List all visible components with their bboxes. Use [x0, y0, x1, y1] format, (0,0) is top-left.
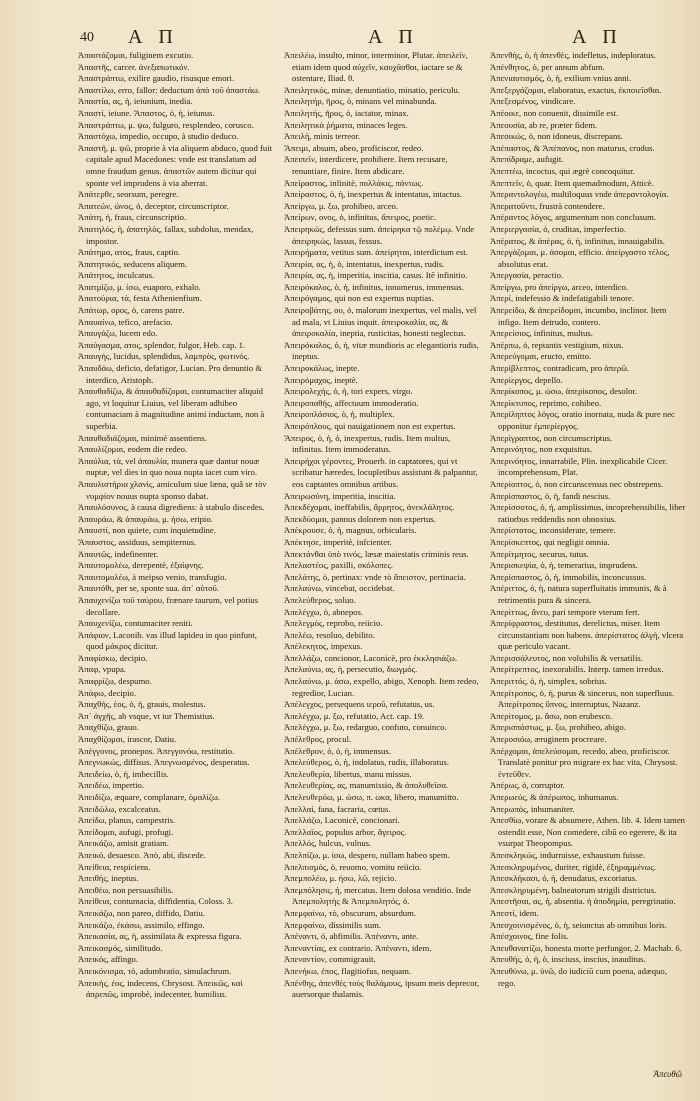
dictionary-entry: Ἀπερίσπαστος, ὁ, ἡ, fandi nescius.	[490, 490, 611, 501]
running-headword-right: Α Π	[572, 26, 623, 48]
dictionary-entry: Ἀπελλάζω, Laconicè, concionari.	[284, 815, 400, 826]
dictionary-entry: Ἀπειρόπλους, qui nauigationem non est expertus.	[284, 421, 456, 431]
dictionary-entry: Ἀπαυαίνω, tefico, arefacio.	[78, 316, 173, 327]
dictionary-entry: Ἀπέσχοινος, fine folis.	[490, 931, 569, 942]
dictionary-entry: Ἀπελέγχω, μ. ξω, refutatio, Act. cap. 19.	[284, 710, 425, 721]
dictionary-entry: Ἀπερίγραπτος, non circumscriptus.	[490, 432, 613, 443]
dictionary-entry: Ἀπειροπλάσιος, ὁ, ἡ, multiplex.	[284, 409, 395, 420]
dictionary-entry: Ἀπελαύνω, ας, ἡ, persecutio, διωγμός.	[284, 664, 418, 675]
dictionary-entry: Ἀπειρολεχής, ὁ, ἡ, tori expers, virgo.	[284, 386, 413, 397]
dictionary-entry: Ἀπεικό, desuesco. Ἀπὸ, abi, discede.	[78, 849, 206, 860]
dictionary-entry: Ἀπερινόητος, non exquisitus.	[490, 444, 593, 455]
dictionary-entry: Ἀπαστῆ, μ. ψῶ, proprie à via aliquem abduco, quod fuit capitale apud Macedones: vnde est translatum ad omne fraudum genus. ἀπαστῶν autem dicitur qui sponte vel imprudens à via aberrat.	[78, 142, 273, 188]
dictionary-entry: Ἀπελέγχω, ὁ, abnepos.	[284, 606, 364, 617]
dictionary-entry: Ἀπερίττως, ἄνευ, pari tempore vterum fert.	[490, 606, 640, 617]
column-middle	[284, 50, 480, 1090]
dictionary-entry: Ἀπαυράω, & ἀπαυράω, μ. ήσω, eripio.	[78, 513, 213, 524]
dictionary-entry: Ἀπεπτεῖν, ὁ, quar. Item quemadmodum, Atticè.	[490, 177, 654, 188]
dictionary-entry: Ἀπαύγασμα, ατος, splendor, fulgor, Heb. cap. 1.	[78, 339, 246, 350]
dictionary-entry: Ἀπερίοπτος, ὁ, non circunscensus nec obstrepens.	[490, 478, 664, 489]
page-header	[0, 26, 700, 48]
dictionary-entry: Ἀπέλεκητος, impexus.	[284, 641, 363, 652]
dictionary-entry: Ἀπεκδύομαι, pannus dolorem non expertus.	[284, 513, 436, 524]
dictionary-entry: Ἀπειθής, ineptus.	[78, 873, 139, 884]
dictionary-entry: Ἀπειλητήρ, ῆρος, ὁ, minans vel minabunda.	[284, 96, 437, 107]
dictionary-entry: Ἀπελαστέος, paxilli, σκόλοπες.	[284, 560, 393, 571]
dictionary-entry: Ἀπελπισμός, ὁ, reuomo, vomitu reiicio.	[284, 861, 422, 872]
dictionary-entry: Ἀπερίεργος, depello.	[490, 374, 563, 385]
dictionary-entry: Ἀπάφω, decipio.	[78, 687, 137, 698]
dictionary-entry: Ἀπέναντι, ὁ, abfimilis. Ἀπέναντι, ante.	[284, 931, 419, 942]
dictionary-entry: Ἀπατεών, ὠνος, ὁ, deceptor, circunscriptor.	[78, 200, 229, 211]
dictionary-entry: Ἀπερατοῦντι, frustrà contendere.	[490, 200, 605, 211]
dictionary-entry: Ἀπαυχενίζω τοῦ ταύρου, frænare taurum, vel potius decollare.	[78, 594, 259, 617]
dictionary-entry: Ἀπελευθερία, libertus, manu missus.	[284, 768, 412, 779]
dictionary-entry: Ἀπέγγονος, pronepos. Ἀπεγγονόω, restitutio.	[78, 745, 235, 756]
dictionary-entry: Ἀπερισπάστως, μ. ξω, prohibeo, abigo.	[490, 722, 626, 733]
dictionary-entry: Ἀπεμπόλησις, ἡ, mercatus. Item dolosa venditio. Inde Ἀπεμπολητὴς & Ἀπεμπολητός, ὁ.	[284, 884, 471, 907]
dictionary-entry: Ἀπενήκω, ἐπος, flagitiofus, nequam.	[284, 965, 412, 976]
dictionary-entry: Ἀπειλητικός, minæ, denuntiatio, minatio, periculu.	[284, 84, 461, 95]
dictionary-entry: Ἀπειρόμαχος, ineptè.	[284, 374, 358, 385]
running-headword-middle: Α Π	[368, 26, 419, 48]
dictionary-entry: Ἀπείθεια, respiciens.	[78, 861, 151, 872]
dictionary-entry: Ἀπεστῆσαι, ας, ἡ, absentia. ἡ ἀποδημία, peregrinatio.	[490, 896, 676, 907]
dictionary-entry: Ἀπειρία, ας, ἡ, imperitia, inscitia, casus. Itē infinitio.	[284, 270, 468, 281]
dictionary-entry: Ἀπαυγάζω, lucem edo.	[78, 328, 158, 339]
dictionary-entry: Ἀπεικάζω, ἐκάσω, assimilo, effingo.	[78, 919, 205, 930]
dictionary-entry: Ἀπεστί, idem.	[490, 907, 539, 918]
dictionary-entry: Ἀπεμφαίνω, τὸ, obscurum, absurdum.	[284, 907, 417, 918]
dictionary-entry: Ἀπελαύνω, vincebat, occidebat.	[284, 583, 395, 594]
text-columns	[78, 50, 686, 1090]
dictionary-entry: Ἀπεγνωκώς, diffisus. Ἀπεγνωσμένος, desperatus.	[78, 757, 250, 768]
dictionary-entry: Ἀπειρόκαλος, ὁ, ἡ, vitæ mundioris ac elegantioris rudis, ineptus.	[284, 339, 479, 362]
dictionary-entry: Ἀπειροπαθής, affectuum immoderatio.	[284, 397, 419, 408]
dictionary-entry: Ἀπείδομαι, aufugi, profugi.	[78, 826, 174, 837]
dictionary-entry: Ἀπαχθής, έος, ὁ, ἡ, grauis, molestus.	[78, 699, 206, 710]
dictionary-entry: Ἀπαυδάω, deficio, defatigor, Lucian. Pro denuntio & interdico, Aristoph.	[78, 363, 263, 385]
dictionary-entry: Ἀπειλητής, ῆρος, ὁ, iactator, minax.	[284, 107, 409, 118]
dictionary-entry: Ἀπάτητος, inculcatus.	[78, 270, 155, 281]
dictionary-entry: Ἀπαχθίζω, grauo.	[78, 722, 139, 733]
dictionary-entry: Ἀπατηλός, ἡ, ἀπατηλὸς, fallax, subdolus, mendax, impostor.	[78, 223, 254, 246]
dictionary-entry: Ἀπάφιον, Laconib. vas illud lapideu in quo pinfunt, quod μάκρος dicitur.	[78, 629, 257, 652]
dictionary-entry: Ἄπειρος, ὁ, ἡ, ὁ, inexpertus, rudis. Item multus, infinitus. Item immoderatus.	[284, 432, 451, 455]
dictionary-entry: Ἀπεικάζω, non pareo, diffido, Datiu.	[78, 907, 205, 918]
dictionary-entry: Ἀπενθής, ὁ, ἡ ἀπενθὲς, indefletus, indeploratus.	[490, 50, 656, 60]
column-right	[490, 50, 686, 1090]
dictionary-entry: Ἀπαστῆς, carcer. ἀνεξαπωτικόν.	[78, 61, 190, 72]
dictionary-entry: Ἀπαυθαδίζω, & ἀπαυθαδίζομαι, contumaciter aliquid ago, vt loquitur Liuius, vel liberam adhibeo contumaciam à magnitudine animi inductam, non à superbia.	[78, 386, 265, 431]
dictionary-entry: Ἀπαυλόσυνος, à causa digrediens: à stabulo discedes.	[78, 502, 265, 513]
dictionary-entry: Ἀπαστίλω, erro, fallor: deductum ἀπὸ τοῦ ἀπαστάω.	[78, 84, 261, 95]
dictionary-entry: Ἀπαστί, ieiune. Ἄπαστος, ὁ, ἡ, ieiunus.	[78, 107, 215, 118]
dictionary-entry: Ἀπειρία, ας, ἡ, ὁ, intentatus, inexpertus, rudis.	[284, 258, 445, 269]
dictionary-entry: Ἀπέλεθρος, procul.	[284, 734, 352, 745]
dictionary-entry: Ἀπείθεια, contumacia, diffidentia, Coloss. 3.	[78, 896, 233, 907]
catchword: Ἀπευθῶ	[653, 1069, 682, 1079]
dictionary-entry: Ἀπένθητος, ὁ, per annum abfum.	[490, 61, 605, 72]
dictionary-entry: Ἀπευθανατίζω, honesta morte perfungor, 2. Machab. 6.	[490, 942, 682, 953]
dictionary-entry: Ἀπατμίζω, μ. ίσω, euaporo, exhalo.	[78, 281, 201, 292]
dictionary-entry: Ἀπειρήματα, vetitus sum. ἀπείρηται, interdictum est.	[284, 247, 468, 258]
dictionary-entry: Ἀπειροκάλως, inepte.	[284, 363, 360, 374]
dictionary-entry: Ἀπερίτροπος, ὁ, ἡ, purus & sincerus, non superfluus. Ἀπερίτροπος ὕπνος, interruptus, Nazanz.	[490, 687, 675, 710]
dictionary-entry: Ἀπέλεγχος, persequens ιεροῦ, refutatus, us.	[284, 699, 435, 710]
dictionary-entry: Ἀπαστράπτω, exilire gaudio, risusque emori.	[78, 73, 235, 84]
dictionary-entry: Ἀπάτερθε, seorsum, peregre.	[78, 189, 179, 200]
dictionary-entry: Ἀπειλητικὰ ῥήματα, minaces leges.	[284, 119, 408, 130]
dictionary-entry: Ἀπατούρια, τὰ, festa Athenienfium.	[78, 293, 202, 304]
dictionary-entry: Ἀπεικός, affingo.	[78, 954, 139, 965]
dictionary-entry: Ἀπερισκεψία, ὁ, ἡ, temerarius, imprudens.	[490, 560, 638, 571]
dictionary-entry: Ἀπερίφραστος, destitutus, derelictus, miser. Item circunstantiam non habens. ἀπερίστατος ἀλγὴ, vlcera quæ periculo vacant.	[490, 618, 684, 652]
dictionary-entry: Ἀπευθής, ὁ, ἡ, ὁ, insciuss, inscius, inauditus.	[490, 954, 646, 965]
dictionary-entry: Ἀπερίκοπος, μ. ώσω, ἀπερίκοπος, desolor.	[490, 386, 638, 397]
dictionary-entry: Ἀπαφ, vpupa.	[78, 664, 126, 675]
dictionary-entry: Ἀπαύλια, τὰ, vel ἀπαυλία, munera quæ dantur nouæ nuptæ, vel dies in quo noua nupta iacet cum viro.	[78, 455, 260, 478]
dictionary-entry: Ἄπαυστος, assiduus, sempiternus.	[78, 536, 197, 547]
dictionary-entry: Ἀπάτημα, ατος, fraus, captio.	[78, 247, 181, 258]
dictionary-entry: Ἀπευθύνω, μ. ὑνῶ, do iudiciū cum poena, adæquo, rego.	[490, 965, 667, 988]
dictionary-entry: Ἀπερίκτυπος, reprimo, cohibeo.	[490, 397, 602, 408]
dictionary-entry: Ἀπατητικός, seducens aliquem.	[78, 258, 188, 269]
dictionary-entry: Ἀπαυτόθι, per se, sponte sua. ἀπ᾽ αὐτοῦ.	[78, 583, 219, 594]
column-left	[78, 50, 274, 1090]
dictionary-entry: Ἀπέρπω, ὁ, reptantis vestigium, nixus.	[490, 339, 624, 350]
dictionary-entry: Ἀπερίτρεπτος, inexorabilis. Interp. tamen irredux.	[490, 664, 664, 675]
dictionary-entry: Ἀπελεγμὸς, reprobo, reiicio.	[284, 618, 383, 629]
dictionary-entry: Ἀπεικασμός, similitudo.	[78, 942, 163, 953]
dictionary-entry: Ἀπερίσσοτος, ὁ, ἡ, amplissimus, incoprehensibilis, liber ratiorbus reddendis non obnoxius.	[490, 502, 686, 524]
dictionary-entry: Ἀπερεύγομαι, eructo, emitto.	[490, 351, 592, 362]
dictionary-entry: Ἀπερίτμητος, securus, tutus.	[490, 548, 589, 559]
dictionary-entry: Ἀπεπτέω, incoctus, qui ægrè concoquitur.	[490, 165, 635, 176]
dictionary-entry: Ἀπέκτησε, imperitè, infcienter.	[284, 536, 392, 547]
dictionary-entry: Ἀπειλὴ, minis terreor.	[284, 131, 361, 142]
dictionary-entry: Ἀπαυτῶς, indefinenter.	[78, 548, 159, 559]
dictionary-entry: Ἀπαυτομολέω, à meipso venio, transfugio.	[78, 571, 227, 582]
dictionary-entry: Ἀπεσκληρυμένος, duriter, rigidè, ἐξηραμμένως.	[490, 861, 656, 872]
dictionary-entry: Ἀπελλάζω, concionor, Laconicè, pro ἐκκλησιάζω.	[284, 652, 458, 663]
dictionary-entry: Ἀπεσθίω, vorare & absumere, Athen. lib. 4. Idem tamen ostendit esse, Non comedere, cibū eo egerere, & ita vsurpat Theopompus.	[490, 815, 686, 849]
dictionary-entry: Ἀπαυστί, non quiete, cum inquietudine.	[78, 525, 216, 536]
dictionary-entry: Ἀπερίβλεπτος, contradicam, pro ἀπερῶ.	[490, 363, 630, 374]
dictionary-entry: Ἀπέρως, ὁ, corruptor.	[490, 780, 565, 791]
dictionary-entry: Ἀπεουσία, ab re, præter fidem.	[490, 119, 598, 130]
dictionary-entry: Ἀπαφρίζω, despumo.	[78, 676, 152, 687]
dictionary-entry: Ἀπείργω, μ. ξω, prohibeo, arceo.	[284, 200, 399, 211]
dictionary-entry: Ἀπειλέω, insulto, minor, interminor, Plutar. ἀπειλεῖν, etiam idem quod αὐχεῖν, καυχᾶσθαι, iactare se & ostentare, Iliad. θ.	[284, 50, 468, 84]
dictionary-entry: Ἀπερίσπαστος, ὁ, ἡ, immobilis, inconcussus.	[490, 571, 647, 582]
dictionary-entry: Ἀπειρήχοι γέροντες, Prouerb. in captatores, qui vt scribatur hæredes, locupletibus assistunt & palpantur, eos captantes omnibus artibus.	[284, 455, 478, 489]
dictionary-entry: Ἄπειμι, absum, abeo, proficiscor, redeo.	[284, 142, 424, 153]
dictionary-entry: Ἀπεικόνισμα, τὸ, adumbratio, simulachrum.	[78, 965, 232, 976]
dictionary-entry: Ἀπαστάζομαι, fuliginem excutio.	[78, 50, 194, 60]
dictionary-entry: Ἀπελλαῖος, populus arbor, ἄγειρος.	[284, 826, 407, 837]
running-headword-left: Α Π	[128, 26, 179, 48]
dictionary-entry: Ἀπερείδω, & ἀπερείδομαι, incumbo, inclinor. Item infigo. Item detrudo, contero.	[490, 305, 667, 327]
dictionary-entry: Ἀπείραστος, ὁ, ἡ, inexpertus & intentatus, intactus.	[284, 189, 463, 200]
dictionary-entry: Ἀπεσχοινισμένος, ὁ, ἡ, seiunctus ab omnibus loris.	[490, 919, 667, 930]
dictionary-entry: Ἀπαυχενίζω, contumaciter reniti.	[78, 618, 193, 629]
dictionary-entry: Ἀπεναντίας, ex contrario. Ἀπέναντι, idem.	[284, 942, 432, 953]
dictionary-entry: Ἀπελλός, hulcus, vulnus.	[284, 838, 372, 849]
dictionary-entry: Ἀπερίληπτος λόγος, oratio inornata, nuda & pure nec opponitur ἐμπερίεργος.	[490, 409, 675, 431]
dictionary-entry: Ἀπέριττος, ὁ, ἡ, natura superfluitatis immunis, & à retrimentis pura & sincera.	[490, 583, 667, 605]
dictionary-entry: Ἀπελευθερόω, μ. ώσω, π. ωκα, libero, manumitto.	[284, 792, 459, 802]
dictionary-entry: Ἀπεργάζομαι, μ. άσομαι, efficio. ἀπείργαστο τέλος, absolutus erat.	[490, 247, 670, 269]
dictionary-entry: Ἀπείρων, ονος, ὁ, infinitus, ἄπειρος, poetic.	[284, 212, 437, 223]
dictionary-entry: Ἀπειρόκαλος, ὁ, ἡ, infinitus, innumerus, immensus.	[284, 281, 464, 292]
dictionary-entry: Ἀπερείσιος, infinitus, multus.	[490, 328, 593, 339]
dictionary-entry: Ἀπελεύθερος, ὁ, ἡ, indolatus, rudis, illaboratus.	[284, 757, 450, 768]
dictionary-entry: Ἀπέκρουσε, ὁ, ἡ, magnus, orbicularis.	[284, 525, 417, 536]
dictionary-entry: Ἀπεμφαίνω, dissimilis sum.	[284, 919, 381, 930]
dictionary-entry: Ἀπάτη, ἡ, fraus, circunscriptio.	[78, 212, 187, 223]
dictionary-entry: Ἀπέλεθρον, ὁ, ὁ, ἡ, immensus.	[284, 745, 391, 756]
dictionary-entry: Ἀπερί, indefessio & indefatigabili tenore.	[490, 293, 635, 304]
dictionary-entry: Ἀπείργω, pro ἀπείργω, arceo, interdico.	[490, 281, 628, 292]
dictionary-entry: Ἀπεικής, έος, indecens, Chrysost. Ἀπεικῶς, καὶ ἀπρεπῶς, improbè, indecenter, humilius.	[78, 977, 243, 1000]
dictionary-entry: Ἀπένθης, ἀπενθὲς τοὺς θαλάμους, ipsum meis deprecor, auersorque thalamis.	[284, 977, 480, 1000]
dictionary-entry: Ἀπειδείω, ὁ, ἡ, imbecillis.	[78, 768, 169, 779]
dictionary-entry: Ἀπεοικώς, ὁ, non idoneus, discrepans.	[490, 131, 623, 142]
dictionary-entry: Ἀπ᾽ ἀγχῆς, ab vsque, vt iur Themistius.	[78, 710, 215, 721]
dictionary-entry: Ἀπεραντολογέω, multiloquus vnde ἀπεραντολογία.	[490, 189, 669, 200]
dictionary-entry: Ἀπέοικε, non conuenit, dissimile est.	[490, 107, 619, 118]
dictionary-entry: Ἀπεικασία, ας, ἡ, assimilata & expressa figura.	[78, 931, 242, 942]
dictionary-entry: Ἀπεκδέχομαι, ineffabilis, ἄρρητος, ἀνεκλάλητος.	[284, 502, 455, 513]
dictionary-entry: Ἀπείραστος, infinitè, πολλάκις, πάντως.	[284, 177, 424, 188]
dictionary-entry: Ἀπελέγχω, μ. ξω, redarguo, confuto, conuinco.	[284, 722, 447, 733]
dictionary-entry: Ἀπεξεσμένος, vindicare.	[490, 96, 576, 107]
dictionary-entry: Ἀπειθέω, non persuasibilis.	[78, 884, 174, 895]
dictionary-entry: Ἀπέραντος λόγος, argumentum non conclusum.	[490, 212, 657, 223]
dictionary-entry: Ἀπέρατος, & ἀπέρας, ὁ, ἡ, infinitus, innauigabilis.	[490, 235, 665, 246]
dictionary-entry: Ἀπεριεργασία, ὁ, cruditas, imperfectio.	[490, 223, 627, 234]
dictionary-entry: Ἀπαυλίζομαι, eodem die redeo.	[78, 444, 188, 455]
page-number: 40	[80, 30, 94, 45]
dictionary-entry: Ἀπεκτάνθαι ὑπὸ τινός, læsæ maiestatis criminis reus.	[284, 548, 469, 559]
dictionary-entry: Ἀπεξεργάζομαι, elaboratus, exactus, ἐκποιεῖσθαι.	[490, 84, 662, 95]
dictionary-entry: Ἀπειδώλω, excalceatus.	[78, 803, 161, 814]
dictionary-entry: Ἀπελαύνω, μ. άσω, expello, abigo, Xenoph. Item redeo, regredior, Lucian.	[284, 676, 479, 698]
dictionary-entry: Ἀπεσκληρυμένη, balneatorum strigili districtus.	[490, 884, 657, 895]
dictionary-entry: Ἀπεσκληκώς, indurruisse, exhaustum fuisse.	[490, 849, 646, 860]
dictionary-entry: Ἀπενιαυτισμός, ὁ, ἡ, exilium vnius anni.	[490, 73, 632, 84]
dictionary-entry: Ἀπερίτομος, μ. ἄσω, non erubesco.	[490, 710, 613, 721]
dictionary-entry: Ἀπερίστατος, inconsiderate, temere.	[490, 525, 616, 536]
dictionary-entry: Ἀπαχθίζομαι, irascor, Datiu.	[78, 734, 177, 745]
dictionary-entry: Ἀπέπαστος, & Ἀπέπανος, non maturus, crudus.	[490, 142, 655, 153]
dictionary-entry: Ἀπειρηκώς, defessus sum. ἀπείρηκα τῷ πολέμῳ. Vnde ἀπειρηκὼς, lassus, fessus.	[284, 223, 475, 246]
dictionary-entry: Ἀπερίσκεπτος, qui negligit omnia.	[490, 536, 610, 547]
dictionary-entry: Ἀπεμπολέω, μ. ήσω, λῶ, rejicio.	[284, 873, 397, 884]
dictionary-entry: Ἀπεπίδραμε, aufugit.	[490, 154, 564, 165]
dictionary-entry: Ἀπειρόγαμος, qui non est expertus nuptias.	[284, 293, 434, 304]
dictionary-entry: Ἀπελεύθερος, soluo.	[284, 594, 356, 605]
dictionary-entry: Ἀπεριττός, ὁ, ἡ, simplex, sobrius.	[490, 676, 607, 687]
dictionary-entry: Ἀπέρχομαι, ἀπελεύσομαι, recedo, abeo, proficiscor. Translatè ponitur pro migrare ex hac vita, Chrysost. ἐντεῦθεν.	[490, 745, 678, 779]
dictionary-entry: Ἀπαυλιστήρια χλανὶς, amiculum siue læna, quâ se τὸν νυμφίον nouus nupta sponso dabat.	[78, 478, 267, 501]
dictionary-entry: Ἀπελλαί, fana, facraria, cœtus.	[284, 803, 391, 814]
dictionary-entry: Ἀπαστράπτω, μ. ψω, fulguro, resplendeo, corusco.	[78, 119, 254, 130]
dictionary-entry: Ἀπερισσάλευτος, non volubilis & versatilis.	[490, 652, 643, 663]
dictionary-entry: Ἀπειδίζω, æquare, complanare, ὁμαλίζω.	[78, 792, 220, 802]
dictionary-entry: Ἀπεικάζω, amisit gratiam.	[78, 838, 169, 849]
dictionary-entry: Ἀπαφίσκω, decipio.	[78, 652, 148, 663]
dictionary-entry: Ἀπελευθερίας, ας, manumissio, & ἀπολυθεῖσα.	[284, 780, 449, 791]
dictionary-entry: Ἀπαστόχω, impedio, occupo, à studio deduco.	[78, 131, 239, 142]
dictionary-entry: Ἀπαυγής, lucidus, splendidus, λαμπρὸς, φωτινός.	[78, 351, 250, 362]
dictionary-entry: Ἀπελέω, resoluo, debilito.	[284, 629, 375, 640]
dictionary-entry: Ἀπεροσιόω, æruginem procreare.	[490, 734, 607, 745]
dictionary-entry: Ἀπείδω, planus, campestris.	[78, 815, 176, 826]
dictionary-entry: Ἀπαστία, ας, ἡ, ieiunium, inedia.	[78, 96, 193, 107]
dictionary-entry: Ἀπεναντίον, commigrauit.	[284, 954, 376, 965]
dictionary-entry: Ἀπειπεῖν, interdicere, prohibere. Item recusare, renuntiare, finire. Item abdicare.	[284, 154, 448, 176]
dictionary-entry: Ἀπεσκλήκασι, ὁ, ἡ, denudatus, excoriatus.	[490, 873, 638, 884]
dictionary-entry: Ἀπελπίζω, μ. ίσω, despero, nullam habeo spem.	[284, 849, 450, 860]
dictionary-entry: Ἀπεργασία, peractio.	[490, 270, 564, 281]
dictionary-entry: Ἀπαυτομολέω, derepentè, ἐξαίφνης.	[78, 560, 204, 571]
dictionary-entry: Ἀπειδέω, impertio.	[78, 780, 145, 791]
dictionary-entry: Ἀπειροβάτης, ου, ὁ, malorum inexpertus, vel malis, vel ad mala, vt Liuius inquit. ἀπειροκαλία, ας, & ἀπειροκαλία, ineptia, rusticitas, honesti neglectus.	[284, 305, 477, 339]
dictionary-entry: Ἀπερωεύς, & ἀπέρωπος, inhumanus.	[490, 792, 619, 802]
dictionary-entry: Ἀπάτωρ, ορος, ὁ, carens patre.	[78, 305, 185, 316]
dictionary-entry: Ἀπελάτης, ὁ, pertinax: vnde τὸ ἄπειστον, pertinacia.	[284, 571, 466, 582]
dictionary-entry: Ἀπαυθαδιάζομαι, minimè assentiens.	[78, 432, 207, 443]
dictionary-entry: Ἀπειρωσύνη, imperitia, inscitia.	[284, 490, 396, 501]
dictionary-entry: Ἀπερωπός, inhumaniter.	[490, 803, 575, 814]
dictionary-entry: Ἀπερινόητος, innarrabile, Plin. inexplicabile Cicer. incomprehensum, Plat.	[490, 455, 668, 478]
